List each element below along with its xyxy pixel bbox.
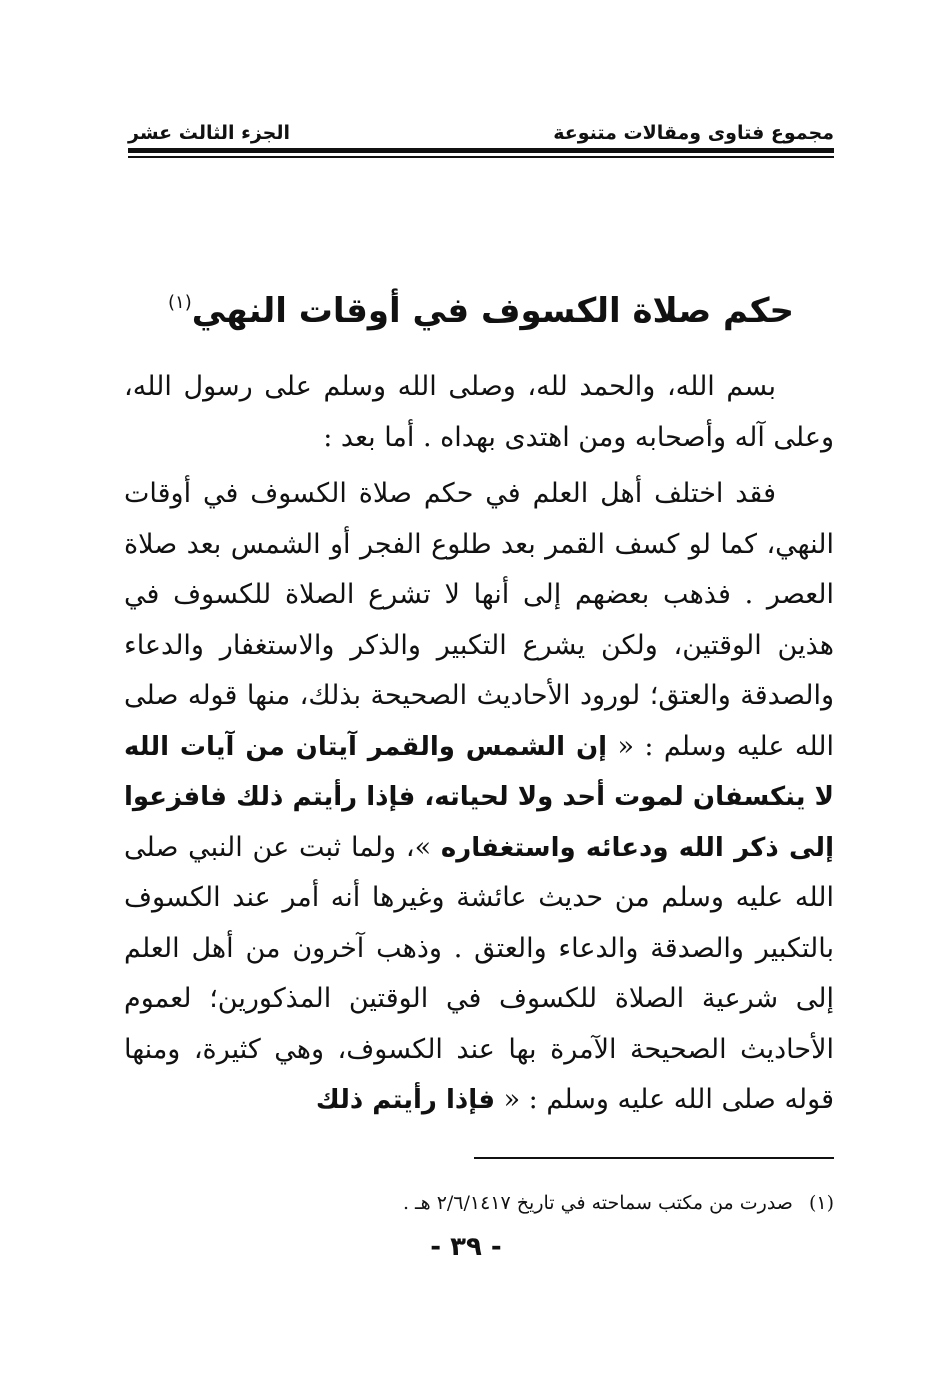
chapter-title-text: حكم صلاة الكسوف في أوقات النهي (191, 290, 794, 331)
chapter-title (128, 273, 834, 341)
header-rule-thick (128, 148, 834, 153)
footnote-rule (474, 1157, 834, 1159)
volume-label: الجزء الثالث عشر (128, 122, 291, 144)
header-rule-thin (128, 156, 834, 158)
hadith-quote-1: إن الشمس والقمر آيتان من آيات الله لا ينكسفان لموت أحد ولا لحياته، فإذا رأيتم ذلك فافزعوا إلى ذكر الله ودعائه واستغفاره (124, 731, 834, 863)
footnote (128, 1188, 834, 1218)
book-title: مجموع فتاوى ومقالات متنوعة (553, 122, 834, 144)
paragraph-opening: بسم الله، والحمد لله، وصلى الله وسلم على رسول الله، وعلى آله وأصحابه ومن اهتدى بهداه . أما بعد : (124, 371, 834, 453)
footnote-text: صدرت من مكتب سماحته في تاريخ ٢/٦/١٤١٧ هـ . (402, 1192, 793, 1214)
paragraph-main (124, 469, 834, 1126)
paragraph-main-part-2: »، ولما ثبت عن النبي صلى الله عليه وسلم من حديث عائشة وغيرها أنه أمر عند الكسوف بالتكبير والصدقة والدعاء والعتق . وذهب آخرون من أهل العلم إلى شرعية الصلاة للكسوف في الوقتين المذكورين؛ لعموم الأحاديث الصحيحة الآمرة بها عند الكسوف، وهي كثيرة، ومنها قوله صلى الله عليه وسلم : « (124, 831, 835, 1115)
paragraph-main-part-1: فقد اختلف أهل العلم في حكم صلاة الكسوف في أوقات النهي، كما لو كسف القمر بعد طلوع الفجر أو الشمس بعد صلاة العصر . فذهب بعضهم إلى أنها لا تشرع الصلاة للكسوف في هذين الوقتين، ولكن يشرع التكبير والذكر والاستغفار والدعاء والصدقة والعتق؛ لورود الأحاديث الصحيحة بذلك، منها قوله صلى الله عليه وسلم : « (124, 478, 834, 762)
title-footnote-ref: (١) (168, 291, 192, 313)
page-number: - ٣٩ - (430, 1232, 502, 1262)
body-text (124, 362, 834, 1126)
running-header (128, 110, 834, 144)
hadith-quote-2: فإذا رأيتم ذلك (315, 1085, 495, 1115)
footnote-marker: (١) (808, 1192, 834, 1214)
